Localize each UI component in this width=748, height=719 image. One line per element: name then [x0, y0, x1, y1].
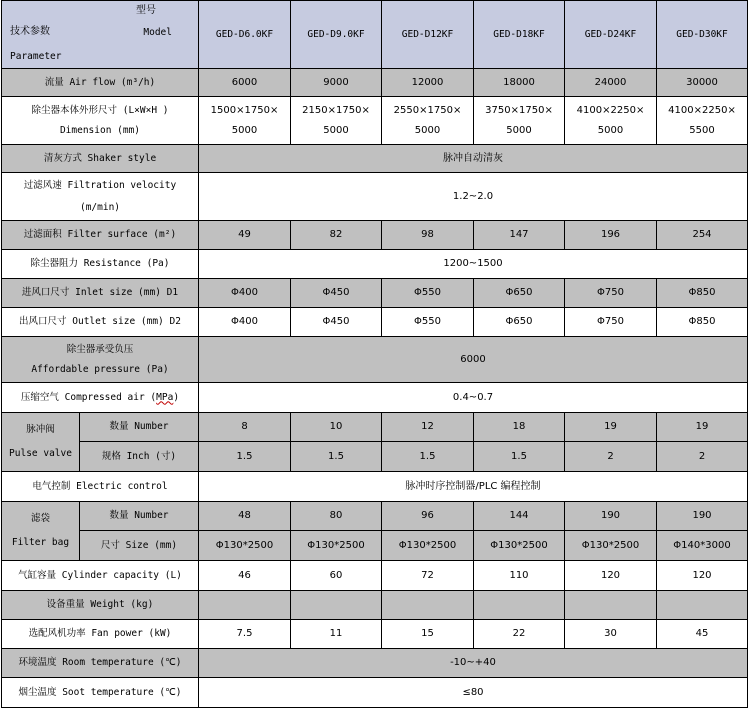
filtration-velocity-label [2, 173, 199, 221]
dimension-line2: 5500 [689, 124, 715, 136]
dimension-line2: 5000 [597, 124, 624, 136]
table-cell: Φ400 [199, 308, 291, 337]
dimension-line1: 1500×1750× [210, 104, 279, 116]
table-cell: 72 [382, 561, 474, 591]
model-label-cn: 型号 [136, 5, 156, 16]
soot-temperature-value: ≤80 [199, 678, 748, 708]
table-cell [382, 591, 474, 620]
dimension-label-cn: 除尘器本体外形尺寸 (L×W×H ) [31, 104, 169, 116]
table-cell [565, 97, 657, 145]
cylinder-row [2, 561, 748, 591]
table-cell: 18000 [474, 69, 565, 97]
table-cell: Φ130*2500 [199, 531, 291, 561]
table-cell: 144 [474, 502, 565, 531]
pulse-valve-number-row [2, 413, 748, 442]
shaker-label: 清灰方式 Shaker style [2, 145, 199, 173]
room-temperature-label: 环境温度 Room temperature (℃) [2, 649, 199, 678]
model-header: GED-D24KF [565, 1, 657, 69]
table-cell: Φ450 [291, 279, 382, 308]
table-cell [474, 97, 565, 145]
airflow-label: 流量 Air flow (m³/h) [2, 69, 199, 97]
filter-bag-size-label: 尺寸 Size (mm) [80, 531, 199, 561]
parameter-label: Parameter [10, 51, 62, 62]
dimension-label-en: Dimension (mm) [59, 124, 141, 136]
filter-bag-label-cn: 滤袋 [30, 513, 50, 524]
compressed-air-label-close: ) [173, 391, 180, 403]
table-cell: 6000 [199, 69, 291, 97]
table-cell: 8 [199, 413, 291, 442]
filter-surface-label: 过滤面积 Filter surface (m²) [2, 221, 199, 250]
inlet-label: 进风口尺寸 Inlet size (mm) D1 [2, 279, 199, 308]
table-cell: 190 [565, 502, 657, 531]
table-cell [199, 591, 291, 620]
table-cell: 120 [565, 561, 657, 591]
table-cell: 9000 [291, 69, 382, 97]
dimension-line2: 5000 [506, 124, 532, 136]
header-corner-cell [2, 1, 199, 69]
table-cell: 96 [382, 502, 474, 531]
pulse-valve-label-cn: 脉冲阀 [26, 424, 55, 435]
spec-table [1, 0, 748, 708]
table-cell: Φ650 [474, 279, 565, 308]
shaker-row [2, 145, 748, 173]
compressed-air-label [2, 383, 199, 413]
pulse-valve-group-label [2, 413, 80, 472]
room-temperature-value: -10~+40 [199, 649, 748, 678]
dimension-line1: 2550×1750× [393, 104, 462, 116]
affordable-pressure-label-en: Affordable pressure (Pa) [31, 363, 169, 375]
table-cell: Φ750 [565, 279, 657, 308]
outlet-label: 出风口尺寸 Outlet size (mm) D2 [2, 308, 199, 337]
model-header: GED-D30KF [657, 1, 748, 69]
table-cell [382, 97, 474, 145]
table-cell: 19 [657, 413, 748, 442]
resistance-value: 1200~1500 [199, 250, 748, 279]
dimension-line1: 4100×2250× [576, 104, 645, 116]
table-cell: 11 [291, 620, 382, 649]
table-cell: 1.5 [199, 442, 291, 472]
table-cell: 49 [199, 221, 291, 250]
table-cell: 82 [291, 221, 382, 250]
header-row [2, 1, 748, 69]
table-cell: Φ450 [291, 308, 382, 337]
weight-label: 设备重量 Weight (kg) [2, 591, 199, 620]
pulse-valve-label-en: Pulse valve [9, 448, 72, 459]
filter-surface-row [2, 221, 748, 250]
table-cell: 190 [657, 502, 748, 531]
filter-bag-label-en: Filter bag [11, 537, 70, 548]
model-header: GED-D12KF [382, 1, 474, 69]
table-cell [565, 591, 657, 620]
table-cell: Φ140*3000 [657, 531, 748, 561]
fan-power-row [2, 620, 748, 649]
filter-bag-number-label: 数量 Number [80, 502, 199, 531]
dimension-label [2, 97, 199, 145]
model-header: GED-D9.0KF [291, 1, 382, 69]
table-cell [199, 97, 291, 145]
pulse-valve-spec-row [2, 442, 748, 472]
dimension-line1: 3750×1750× [485, 104, 553, 116]
dimension-line1: 2150×1750× [302, 104, 370, 116]
affordable-pressure-row [2, 337, 748, 383]
model-header: GED-D18KF [474, 1, 565, 69]
resistance-row [2, 250, 748, 279]
table-cell: Φ130*2500 [474, 531, 565, 561]
table-cell: 7.5 [199, 620, 291, 649]
soot-temperature-row [2, 678, 748, 708]
compressed-air-label-main: 压缩空气 Compressed air ( [20, 391, 157, 403]
inlet-row [2, 279, 748, 308]
dimension-line2: 5000 [231, 124, 258, 136]
table-cell: 98 [382, 221, 474, 250]
soot-temperature-label: 烟尘温度 Soot temperature (℃) [2, 678, 199, 708]
table-cell: Φ130*2500 [565, 531, 657, 561]
table-cell: 30 [565, 620, 657, 649]
affordable-pressure-label [2, 337, 199, 383]
table-cell: 12 [382, 413, 474, 442]
tech-params-label: 技术参数 [10, 26, 50, 37]
compressed-air-value: 0.4~0.7 [199, 383, 748, 413]
model-label-en: Model [143, 27, 172, 38]
table-cell: 196 [565, 221, 657, 250]
table-cell [291, 591, 382, 620]
table-cell: 45 [657, 620, 748, 649]
table-cell: Φ650 [474, 308, 565, 337]
table-cell: 147 [474, 221, 565, 250]
affordable-pressure-value: 6000 [199, 337, 748, 383]
affordable-pressure-label-cn: 除尘器承受负压 [66, 343, 134, 355]
table-cell: Φ850 [657, 279, 748, 308]
table-cell [291, 97, 382, 145]
model-header: GED-D6.0KF [199, 1, 291, 69]
table-cell [474, 591, 565, 620]
table-cell: 48 [199, 502, 291, 531]
room-temperature-row [2, 649, 748, 678]
table-cell: Φ550 [382, 279, 474, 308]
table-cell: 80 [291, 502, 382, 531]
pulse-valve-number-label: 数量 Number [80, 413, 199, 442]
table-cell: 1.5 [474, 442, 565, 472]
table-cell: 18 [474, 413, 565, 442]
compressed-air-row [2, 383, 748, 413]
filtration-velocity-value: 1.2~2.0 [199, 173, 748, 221]
filtration-velocity-label-cn: 过滤风速 Filtration velocity [23, 179, 177, 191]
table-cell: 46 [199, 561, 291, 591]
dimension-line2: 5000 [323, 124, 349, 136]
table-cell [657, 97, 748, 145]
table-cell: 254 [657, 221, 748, 250]
compressed-air-unit: MPa [156, 391, 174, 403]
table-cell: 22 [474, 620, 565, 649]
shaker-value: 脉冲自动清灰 [199, 145, 748, 173]
dimension-line2: 5000 [414, 124, 441, 136]
table-cell: 2 [657, 442, 748, 472]
airflow-row [2, 69, 748, 97]
table-cell: 24000 [565, 69, 657, 97]
table-cell [657, 591, 748, 620]
table-cell: Φ130*2500 [291, 531, 382, 561]
table-cell: 1.5 [291, 442, 382, 472]
table-cell: 15 [382, 620, 474, 649]
electric-control-value: 脉冲时序控制器/PLC 编程控制 [199, 472, 748, 502]
table-cell: 30000 [657, 69, 748, 97]
dimension-line1: 4100×2250× [668, 104, 736, 116]
table-cell: 12000 [382, 69, 474, 97]
filtration-velocity-row [2, 173, 748, 221]
table-cell: 60 [291, 561, 382, 591]
filter-bag-group-label [2, 502, 80, 561]
electric-control-label: 电气控制 Electric control [2, 472, 199, 502]
weight-row [2, 591, 748, 620]
table-cell: Φ400 [199, 279, 291, 308]
table-cell: 110 [474, 561, 565, 591]
table-cell: Φ130*2500 [382, 531, 474, 561]
table-cell: Φ750 [565, 308, 657, 337]
table-cell: 10 [291, 413, 382, 442]
table-cell: 1.5 [382, 442, 474, 472]
table-cell: 19 [565, 413, 657, 442]
outlet-row [2, 308, 748, 337]
filtration-velocity-unit: (m/min) [79, 201, 121, 213]
pulse-valve-spec-label: 规格 Inch (寸) [80, 442, 199, 472]
table-cell: Φ550 [382, 308, 474, 337]
table-cell: 2 [565, 442, 657, 472]
dimension-row [2, 97, 748, 145]
fan-power-label: 选配风机功率 Fan power (kW) [2, 620, 199, 649]
table-cell: 120 [657, 561, 748, 591]
filter-bag-size-row [2, 531, 748, 561]
table-cell: Φ850 [657, 308, 748, 337]
cylinder-label: 气缸容量 Cylinder capacity (L) [2, 561, 199, 591]
electric-control-row [2, 472, 748, 502]
resistance-label: 除尘器阻力 Resistance (Pa) [2, 250, 199, 279]
filter-bag-number-row [2, 502, 748, 531]
